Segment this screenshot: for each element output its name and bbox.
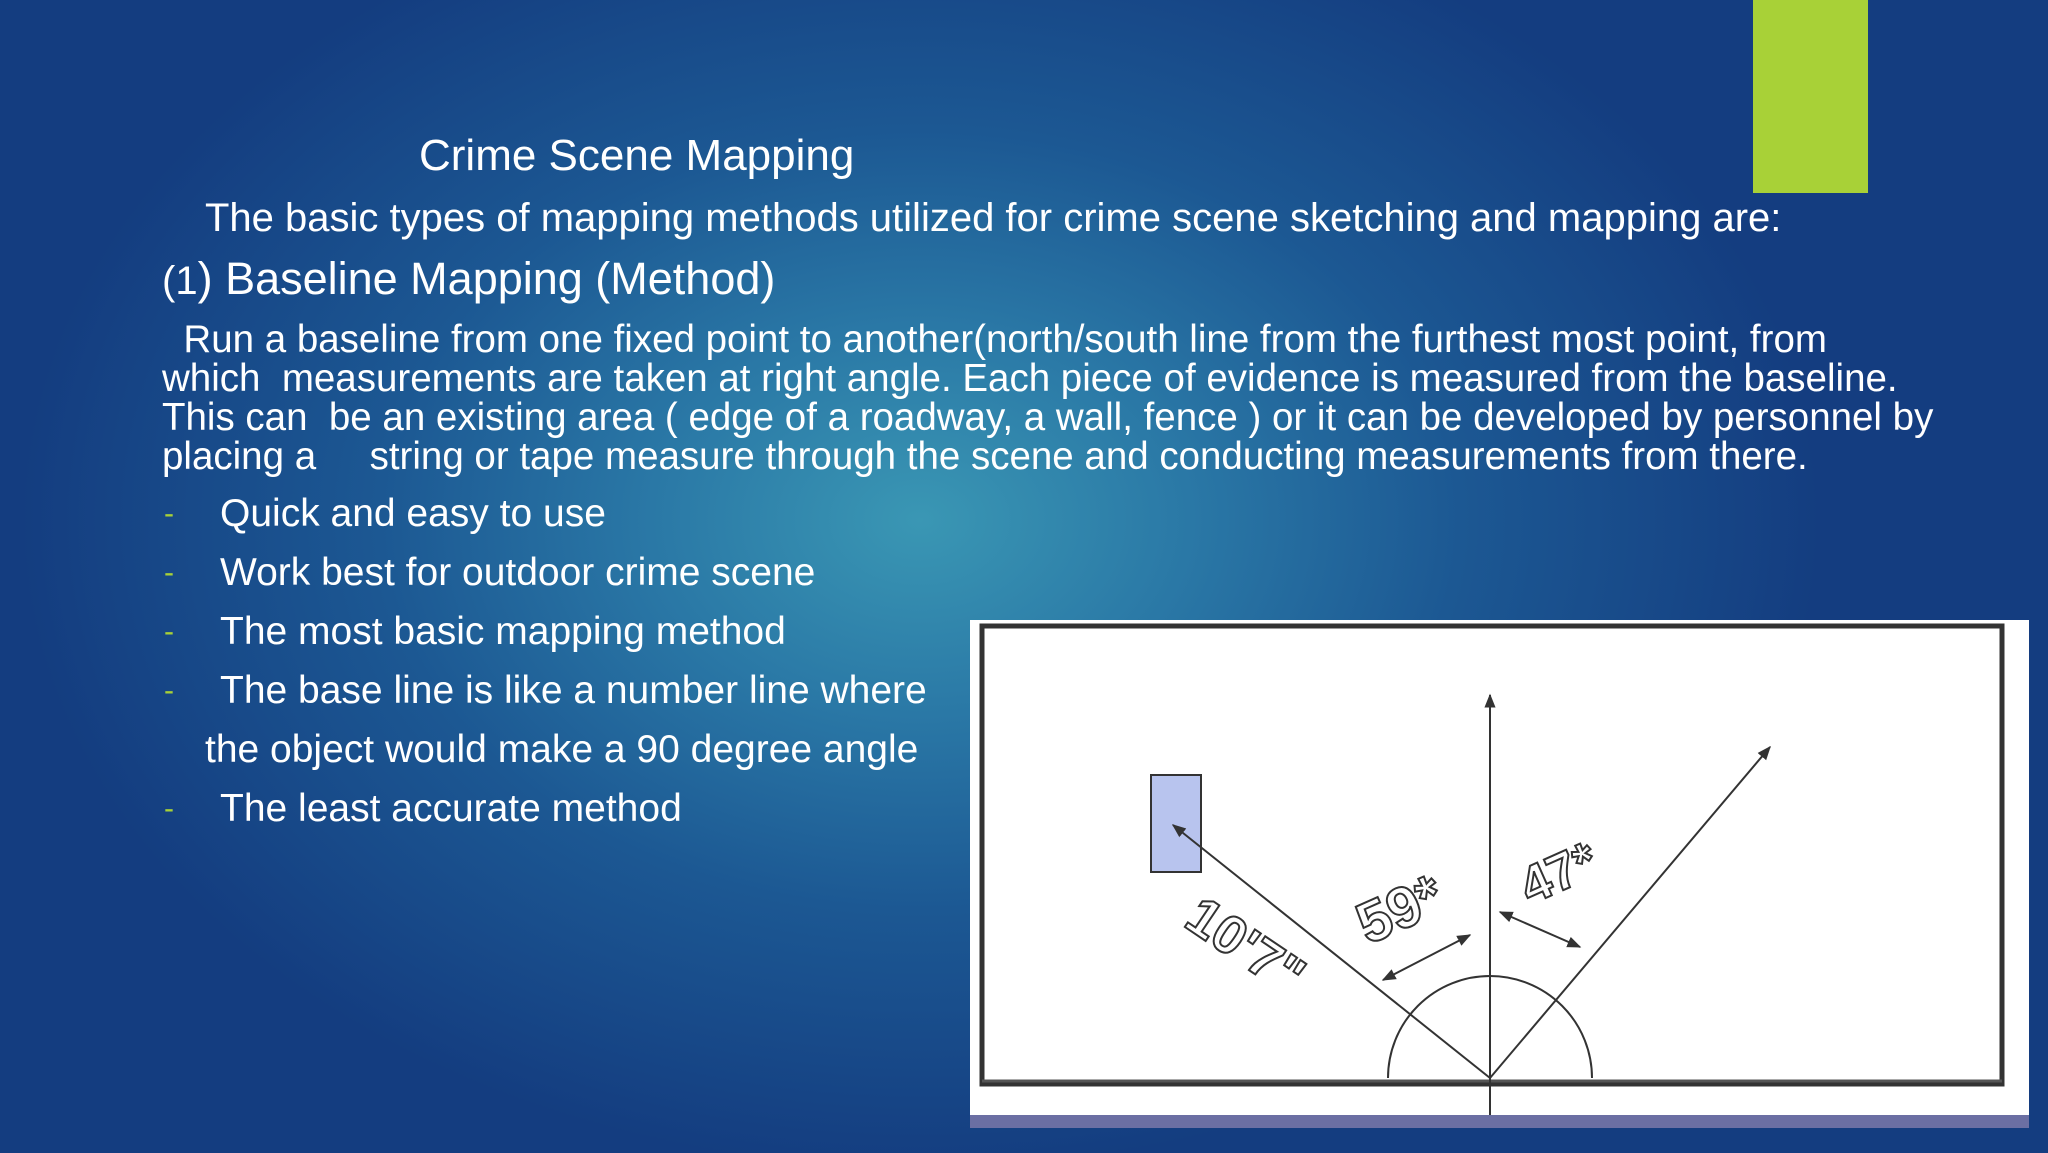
paragraph-line: which measurements are taken at right angle. Each piece of evidence is measured from the baseline. [162,357,1898,400]
bullet-dash: - [164,674,174,707]
bullet-item [162,543,927,602]
bullet-text: the object would make a 90 degree angle [205,728,919,771]
heading-text: ) Baseline Mapping (Method) [197,253,776,304]
bullet-continuation [162,720,927,779]
baseline-diagram-svg [970,620,2029,1128]
bullet-dash: - [164,615,174,648]
section-heading [162,250,775,310]
bullet-item [162,779,927,838]
bullet-item [162,602,927,661]
description-paragraph [162,320,2042,476]
paragraph-line: This can be an existing area ( edge of a roadway, a wall, fence ) or it can be developed by personnel by [162,396,1934,439]
bullet-text: The most basic mapping method [220,610,786,653]
bullet-text: Work best for outdoor crime scene [220,551,816,594]
bullet-dash: - [164,792,174,825]
angle-right-label: 47* [1511,831,1607,916]
intro-text: The basic types of mapping methods utilized for crime scene sketching and mapping are: [205,196,1782,240]
distance-label: 10'7" [1175,885,1316,1007]
paragraph-line: placing a string or tape measure through the scene and conducting measurements from there. [162,435,1808,478]
paragraph-line: Run a baseline from one fixed point to another(north/south line from the furthest most point, from [162,318,1827,361]
right-angle-arrow [1500,912,1580,947]
right-measure-arrow [1490,747,1770,1078]
bullet-dash: - [164,497,174,530]
heading-number: (1 [162,259,198,303]
bullet-dash: - [164,556,174,589]
diagram-shadow-bar [970,1115,2029,1128]
slide-title: Crime Scene Mapping [419,131,855,180]
angle-left-label: 59* [1346,862,1453,957]
baseline-diagram [970,620,2029,1128]
accent-rectangle [1753,0,1868,193]
bullet-text: The base line is like a number line where [220,669,927,712]
bullet-text: Quick and easy to use [220,492,606,535]
bullet-item [162,484,927,543]
bullet-item [162,661,927,720]
bullet-text: The least accurate method [220,787,682,830]
bullet-list [162,484,927,838]
evidence-marker [1151,775,1201,872]
room-outline [982,626,2002,1084]
